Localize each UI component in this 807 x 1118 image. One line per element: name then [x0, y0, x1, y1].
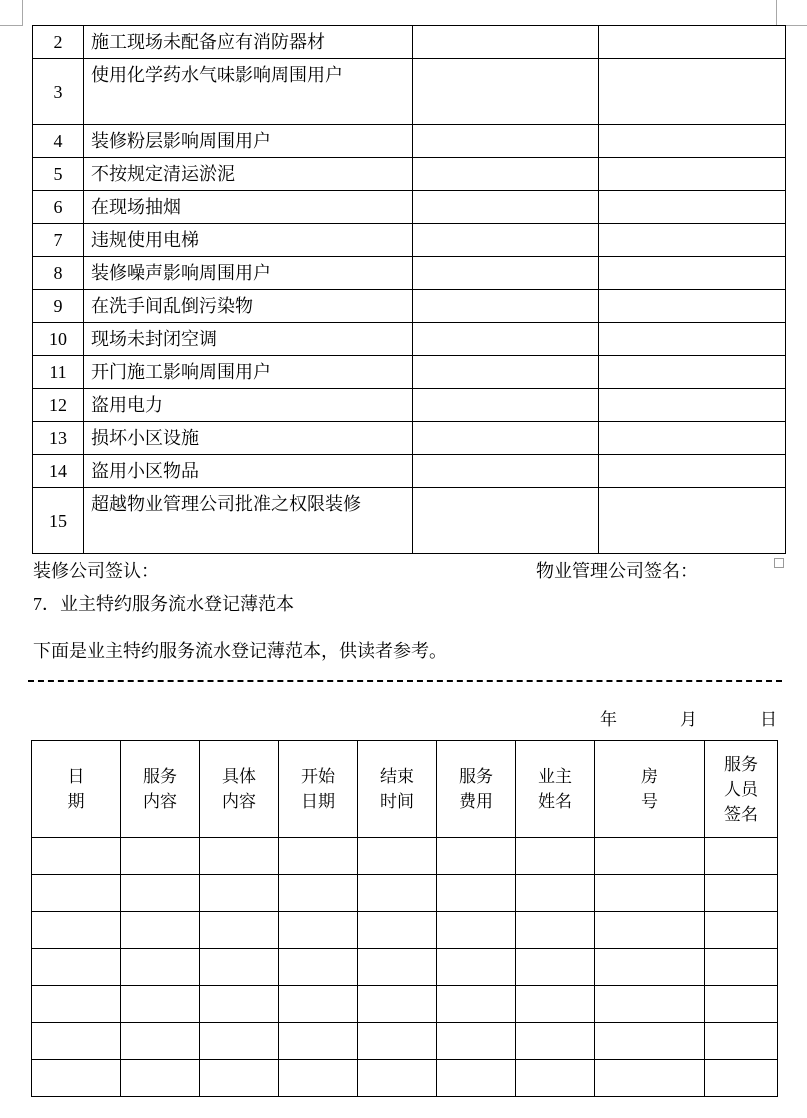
header-text-line: 费用 [459, 792, 493, 811]
table-row [33, 125, 786, 158]
service-entry-cell[interactable] [279, 986, 358, 1023]
violation-record-cell-b[interactable] [599, 422, 786, 455]
violation-record-cell-a[interactable] [413, 26, 599, 59]
violation-number-cell: 10 [33, 323, 84, 356]
page-margin-guide-top-left [22, 0, 23, 26]
violation-description-cell: 装修粉层影响周围用户 [84, 125, 413, 158]
violation-description-cell: 使用化学药水气味影响周围用户 [84, 59, 413, 125]
service-entry-cell[interactable] [516, 986, 595, 1023]
service-table-header-cell [279, 741, 358, 838]
table-row [33, 290, 786, 323]
service-entry-cell[interactable] [279, 1060, 358, 1097]
service-entry-cell[interactable] [595, 949, 705, 986]
date-month-label: 月 [680, 710, 697, 729]
service-table-body [32, 838, 778, 1097]
violation-number-cell: 15 [33, 488, 84, 554]
table-row [33, 488, 786, 554]
header-text-line: 业主 [538, 767, 572, 786]
date-line [600, 707, 777, 733]
service-entry-cell[interactable] [279, 838, 358, 875]
page-margin-guide-top-right [776, 0, 777, 26]
violation-record-cell-a[interactable] [413, 257, 599, 290]
table-row [32, 1023, 778, 1060]
service-entry-cell[interactable] [121, 912, 200, 949]
service-entry-cell[interactable] [121, 838, 200, 875]
violation-record-cell-b[interactable] [599, 290, 786, 323]
violation-record-cell-b[interactable] [599, 257, 786, 290]
service-entry-cell[interactable] [595, 912, 705, 949]
header-text-line: 人员 [724, 779, 758, 799]
violation-description-cell: 在洗手间乱倒污染物 [84, 290, 413, 323]
table-row [32, 949, 778, 986]
service-table-header-cell [121, 741, 200, 838]
dashed-divider [28, 680, 782, 682]
service-entry-cell[interactable] [358, 1060, 437, 1097]
service-entry-cell[interactable] [121, 1023, 200, 1060]
violation-number-cell: 6 [33, 191, 84, 224]
service-entry-cell[interactable] [32, 949, 121, 986]
violation-number-cell: 12 [33, 389, 84, 422]
violation-number-cell: 8 [33, 257, 84, 290]
violation-record-cell-a[interactable] [413, 323, 599, 356]
violation-number-cell: 14 [33, 455, 84, 488]
violation-record-cell-a[interactable] [413, 158, 599, 191]
violation-number-cell: 3 [33, 59, 84, 125]
violation-description-cell: 盗用小区物品 [84, 455, 413, 488]
service-entry-cell[interactable] [200, 838, 279, 875]
table-row [33, 59, 786, 125]
service-entry-cell[interactable] [705, 949, 778, 986]
table-row [33, 356, 786, 389]
service-table-header-cell [32, 741, 121, 838]
header-text-line: 姓名 [538, 792, 572, 811]
service-entry-cell[interactable] [595, 1060, 705, 1097]
table-row [33, 257, 786, 290]
service-entry-cell[interactable] [705, 912, 778, 949]
table-row [33, 191, 786, 224]
service-table-header-cell [200, 741, 279, 838]
header-text-line: 号 [641, 792, 658, 811]
service-entry-cell[interactable] [358, 1023, 437, 1060]
violation-record-cell-a[interactable] [413, 488, 599, 554]
service-table-header-cell [705, 741, 778, 838]
violation-record-cell-a[interactable] [413, 224, 599, 257]
service-entry-cell[interactable] [279, 1023, 358, 1060]
header-text-line: 结束 [380, 767, 414, 786]
header-text-line: 签名 [724, 804, 758, 824]
service-entry-cell[interactable] [200, 1060, 279, 1097]
service-entry-cell[interactable] [358, 949, 437, 986]
header-text-line: 房 [641, 767, 658, 786]
header-text-line: 日 [67, 767, 85, 786]
violation-record-cell-b[interactable] [599, 125, 786, 158]
table-row [33, 455, 786, 488]
decoration-company-signature-label: 装修公司签认： [33, 561, 159, 581]
table-row [33, 224, 786, 257]
service-entry-cell[interactable] [516, 912, 595, 949]
header-text-line: 期 [67, 792, 85, 811]
violation-description-cell: 开门施工影响周围用户 [84, 356, 413, 389]
violation-record-cell-a[interactable] [413, 125, 599, 158]
service-table-header-cell [516, 741, 595, 838]
service-entry-cell[interactable] [32, 838, 121, 875]
date-year-label: 年 [600, 710, 617, 729]
violation-description-cell: 违规使用电梯 [84, 224, 413, 257]
violation-description-cell: 损坏小区设施 [84, 422, 413, 455]
header-text-line: 日期 [301, 792, 335, 811]
service-entry-cell[interactable] [595, 838, 705, 875]
violation-record-cell-b[interactable] [599, 323, 786, 356]
service-entry-cell[interactable] [437, 949, 516, 986]
service-entry-cell[interactable] [200, 1023, 279, 1060]
table-row [33, 422, 786, 455]
service-entry-cell[interactable] [437, 986, 516, 1023]
violation-number-cell: 7 [33, 224, 84, 257]
violation-description-cell: 不按规定清运淤泥 [84, 158, 413, 191]
violation-record-cell-a[interactable] [413, 356, 599, 389]
table-row [32, 838, 778, 875]
service-entry-cell[interactable] [32, 875, 121, 912]
violation-record-cell-a[interactable] [413, 290, 599, 323]
violations-table-body [33, 26, 786, 554]
service-entry-cell[interactable] [200, 986, 279, 1023]
property-company-signature-label: 物业管理公司签名： [536, 561, 698, 581]
header-text-line: 服务 [459, 767, 493, 786]
service-entry-cell[interactable] [595, 1023, 705, 1060]
service-table-header-cell [358, 741, 437, 838]
violation-record-cell-b[interactable] [599, 455, 786, 488]
violation-number-cell: 2 [33, 26, 84, 59]
violation-record-cell-a[interactable] [413, 389, 599, 422]
service-entry-cell[interactable] [121, 1060, 200, 1097]
violations-table [32, 25, 786, 554]
violation-description-cell: 现场未封闭空调 [84, 323, 413, 356]
date-day-label: 日 [760, 710, 777, 729]
service-entry-cell[interactable] [437, 1023, 516, 1060]
service-entry-cell[interactable] [516, 838, 595, 875]
violation-record-cell-a[interactable] [413, 59, 599, 125]
header-text-line: 开始 [301, 767, 335, 786]
service-table-header-row [32, 741, 778, 838]
service-entry-cell[interactable] [358, 986, 437, 1023]
violation-record-cell-b[interactable] [599, 59, 786, 125]
service-entry-cell[interactable] [32, 1023, 121, 1060]
violation-record-cell-b[interactable] [599, 224, 786, 257]
violation-record-cell-b[interactable] [599, 191, 786, 224]
violation-description-cell: 施工现场未配备应有消防器材 [84, 26, 413, 59]
service-entry-cell[interactable] [279, 949, 358, 986]
service-entry-cell[interactable] [705, 986, 778, 1023]
service-entry-cell[interactable] [516, 1060, 595, 1097]
header-text-line: 具体 [222, 767, 256, 786]
violation-description-cell: 在现场抽烟 [84, 191, 413, 224]
violation-number-cell: 5 [33, 158, 84, 191]
object-anchor-handle [774, 558, 784, 568]
service-table-header-cell [595, 741, 705, 838]
service-entry-cell[interactable] [595, 875, 705, 912]
service-entry-cell[interactable] [200, 912, 279, 949]
header-text-line: 时间 [380, 792, 414, 811]
service-entry-cell[interactable] [437, 1060, 516, 1097]
service-entry-cell[interactable] [32, 986, 121, 1023]
service-entry-cell[interactable] [279, 875, 358, 912]
table-row [33, 323, 786, 356]
violation-record-cell-b[interactable] [599, 26, 786, 59]
violation-description-cell: 超越物业管理公司批准之权限装修 [84, 488, 413, 554]
section-heading: 7．业主特约服务流水登记薄范本 [33, 594, 294, 614]
table-row [33, 158, 786, 191]
service-entry-cell[interactable] [358, 912, 437, 949]
violation-record-cell-a[interactable] [413, 422, 599, 455]
violation-description-cell: 盗用电力 [84, 389, 413, 422]
service-entry-cell[interactable] [279, 912, 358, 949]
service-entry-cell[interactable] [200, 875, 279, 912]
service-entry-cell[interactable] [516, 1023, 595, 1060]
service-entry-cell[interactable] [437, 875, 516, 912]
service-entry-cell[interactable] [437, 838, 516, 875]
service-entry-cell[interactable] [437, 912, 516, 949]
service-entry-cell[interactable] [595, 986, 705, 1023]
header-text-line: 内容 [222, 792, 256, 811]
table-row [33, 26, 786, 59]
header-text-line: 服务 [724, 754, 758, 774]
service-entry-cell[interactable] [516, 875, 595, 912]
service-entry-cell[interactable] [705, 875, 778, 912]
violation-number-cell: 9 [33, 290, 84, 323]
table-row [32, 986, 778, 1023]
service-table-head [32, 741, 778, 838]
violation-number-cell: 13 [33, 422, 84, 455]
violation-number-cell: 11 [33, 356, 84, 389]
table-row [32, 912, 778, 949]
table-row [33, 389, 786, 422]
violation-record-cell-a[interactable] [413, 191, 599, 224]
intro-paragraph: 下面是业主特约服务流水登记薄范本，供读者参考。 [33, 641, 447, 661]
table-row [32, 1060, 778, 1097]
service-entry-cell[interactable] [121, 949, 200, 986]
header-text-line: 内容 [143, 792, 177, 811]
violation-number-cell: 4 [33, 125, 84, 158]
violation-record-cell-b[interactable] [599, 488, 786, 554]
violation-description-cell: 装修噪声影响周围用户 [84, 257, 413, 290]
violation-record-cell-b[interactable] [599, 158, 786, 191]
service-entry-cell[interactable] [516, 949, 595, 986]
service-entry-cell[interactable] [705, 1023, 778, 1060]
service-entry-cell[interactable] [32, 912, 121, 949]
header-text-line: 服务 [143, 767, 177, 786]
service-entry-cell[interactable] [32, 1060, 121, 1097]
signature-row [33, 557, 777, 585]
service-entry-cell[interactable] [705, 1060, 778, 1097]
service-entry-cell[interactable] [358, 838, 437, 875]
service-entry-cell[interactable] [705, 838, 778, 875]
table-row [32, 875, 778, 912]
service-entry-cell[interactable] [121, 875, 200, 912]
violation-record-cell-a[interactable] [413, 455, 599, 488]
violation-record-cell-b[interactable] [599, 389, 786, 422]
service-table-header-cell [437, 741, 516, 838]
service-entry-cell[interactable] [358, 875, 437, 912]
violation-record-cell-b[interactable] [599, 356, 786, 389]
service-entry-cell[interactable] [121, 986, 200, 1023]
service-entry-cell[interactable] [200, 949, 279, 986]
page-margin-guide-left-corner [0, 25, 23, 26]
service-register-table [31, 740, 778, 1097]
